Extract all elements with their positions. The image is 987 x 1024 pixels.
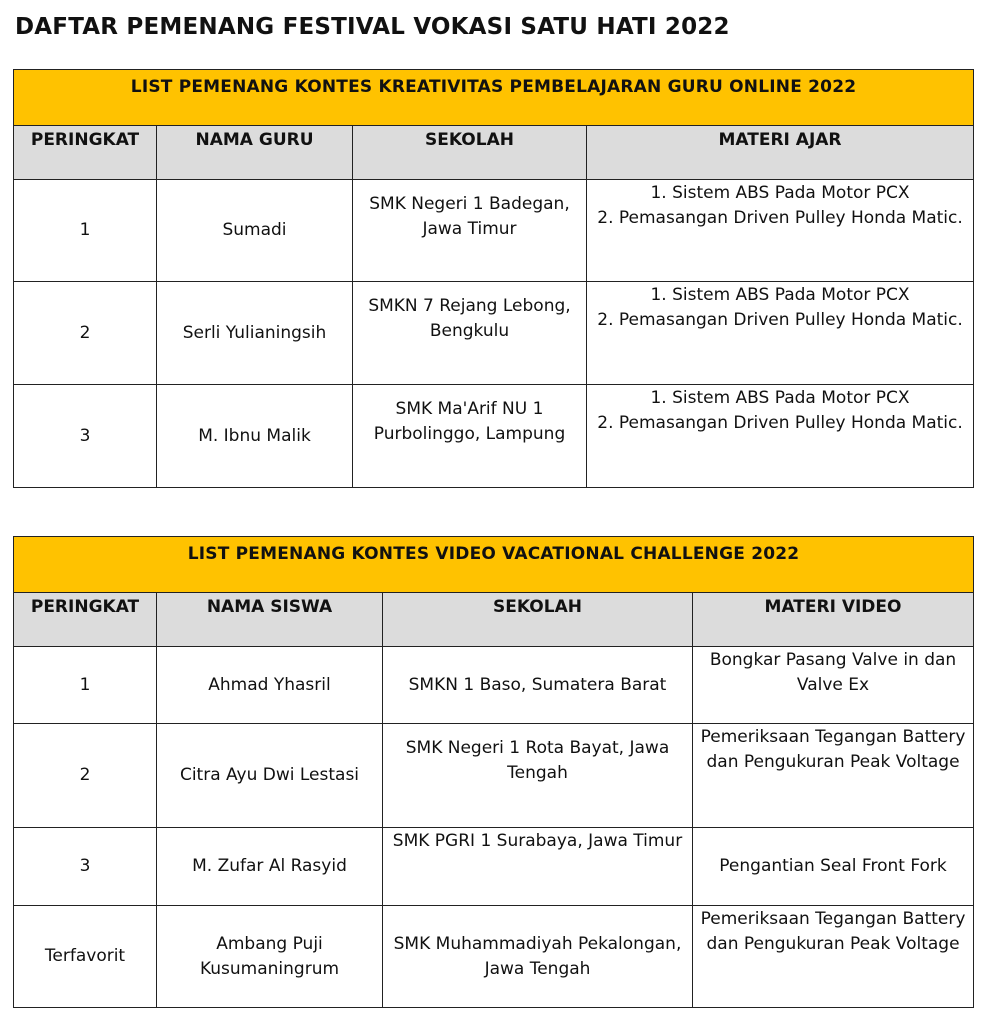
video-material-cell: Pemeriksaan Tegangan Battery dan Pengukuran Peak Voltage — [693, 724, 974, 828]
student-name-cell: Citra Ayu Dwi Lestasi — [157, 724, 383, 828]
teacher-table-title: LIST PEMENANG KONTES KREATIVITAS PEMBELAJARAN GURU ONLINE 2022 — [14, 70, 974, 126]
column-header-nama-siswa: NAMA SISWA — [157, 593, 383, 647]
table-row — [14, 906, 974, 1008]
material-item: 1. Sistem ABS Pada Motor PCX — [650, 388, 910, 408]
teacher-name-cell: Serli Yulianingsih — [157, 282, 353, 385]
video-material-cell: Pemeriksaan Tegangan Battery dan Pengukuran Peak Voltage — [693, 906, 974, 1008]
student-name-cell: M. Zufar Al Rasyid — [157, 828, 383, 906]
column-header-peringkat: PERINGKAT — [14, 593, 157, 647]
rank-cell: 2 — [14, 282, 157, 385]
school-cell: SMK Negeri 1 Rota Bayat, Jawa Tengah — [383, 724, 693, 828]
material-cell — [587, 180, 974, 282]
rank-cell: 2 — [14, 724, 157, 828]
column-header-sekolah: SEKOLAH — [383, 593, 693, 647]
teacher-winners-table — [13, 69, 974, 488]
material-cell — [587, 282, 974, 385]
student-winners-table — [13, 536, 974, 1008]
column-header-sekolah: SEKOLAH — [353, 126, 587, 180]
rank-cell: Terfavorit — [14, 906, 157, 1008]
rank-cell: 1 — [14, 647, 157, 724]
video-material-cell: Pengantian Seal Front Fork — [693, 828, 974, 906]
material-item: 2. Pemasangan Driven Pulley Honda Matic. — [597, 208, 963, 228]
school-cell: SMK Negeri 1 Badegan, Jawa Timur — [353, 180, 587, 282]
school-cell: SMKN 1 Baso, Sumatera Barat — [383, 647, 693, 724]
school-cell: SMKN 7 Rejang Lebong, Bengkulu — [353, 282, 587, 385]
column-header-materi-video: MATERI VIDEO — [693, 593, 974, 647]
school-cell: SMK Muhammadiyah Pekalongan, Jawa Tengah — [383, 906, 693, 1008]
school-cell: SMK Ma'Arif NU 1 Purbolinggo, Lampung — [353, 385, 587, 488]
rank-cell: 3 — [14, 828, 157, 906]
teacher-name-cell: Sumadi — [157, 180, 353, 282]
page-title: DAFTAR PEMENANG FESTIVAL VOKASI SATU HATI 2022 — [15, 14, 730, 40]
student-name-cell: Ahmad Yhasril — [157, 647, 383, 724]
material-item: 2. Pemasangan Driven Pulley Honda Matic. — [597, 413, 963, 433]
rank-cell: 3 — [14, 385, 157, 488]
material-item: 1. Sistem ABS Pada Motor PCX — [650, 285, 910, 305]
table-row — [14, 180, 974, 282]
teacher-name-cell: M. Ibnu Malik — [157, 385, 353, 488]
material-item: 1. Sistem ABS Pada Motor PCX — [650, 183, 910, 203]
material-cell — [587, 385, 974, 488]
video-material-cell: Bongkar Pasang Valve in dan Valve Ex — [693, 647, 974, 724]
student-name-cell: Ambang Puji Kusumaningrum — [157, 906, 383, 1008]
school-cell: SMK PGRI 1 Surabaya, Jawa Timur — [383, 828, 693, 906]
table-row — [14, 724, 974, 828]
table-row — [14, 828, 974, 906]
material-item: 2. Pemasangan Driven Pulley Honda Matic. — [597, 310, 963, 330]
column-header-peringkat: PERINGKAT — [14, 126, 157, 180]
table-row — [14, 385, 974, 488]
rank-cell: 1 — [14, 180, 157, 282]
column-header-materi-ajar: MATERI AJAR — [587, 126, 974, 180]
table-row — [14, 647, 974, 724]
table-row — [14, 282, 974, 385]
student-table-title: LIST PEMENANG KONTES VIDEO VACATIONAL CHALLENGE 2022 — [14, 537, 974, 593]
column-header-nama-guru: NAMA GURU — [157, 126, 353, 180]
